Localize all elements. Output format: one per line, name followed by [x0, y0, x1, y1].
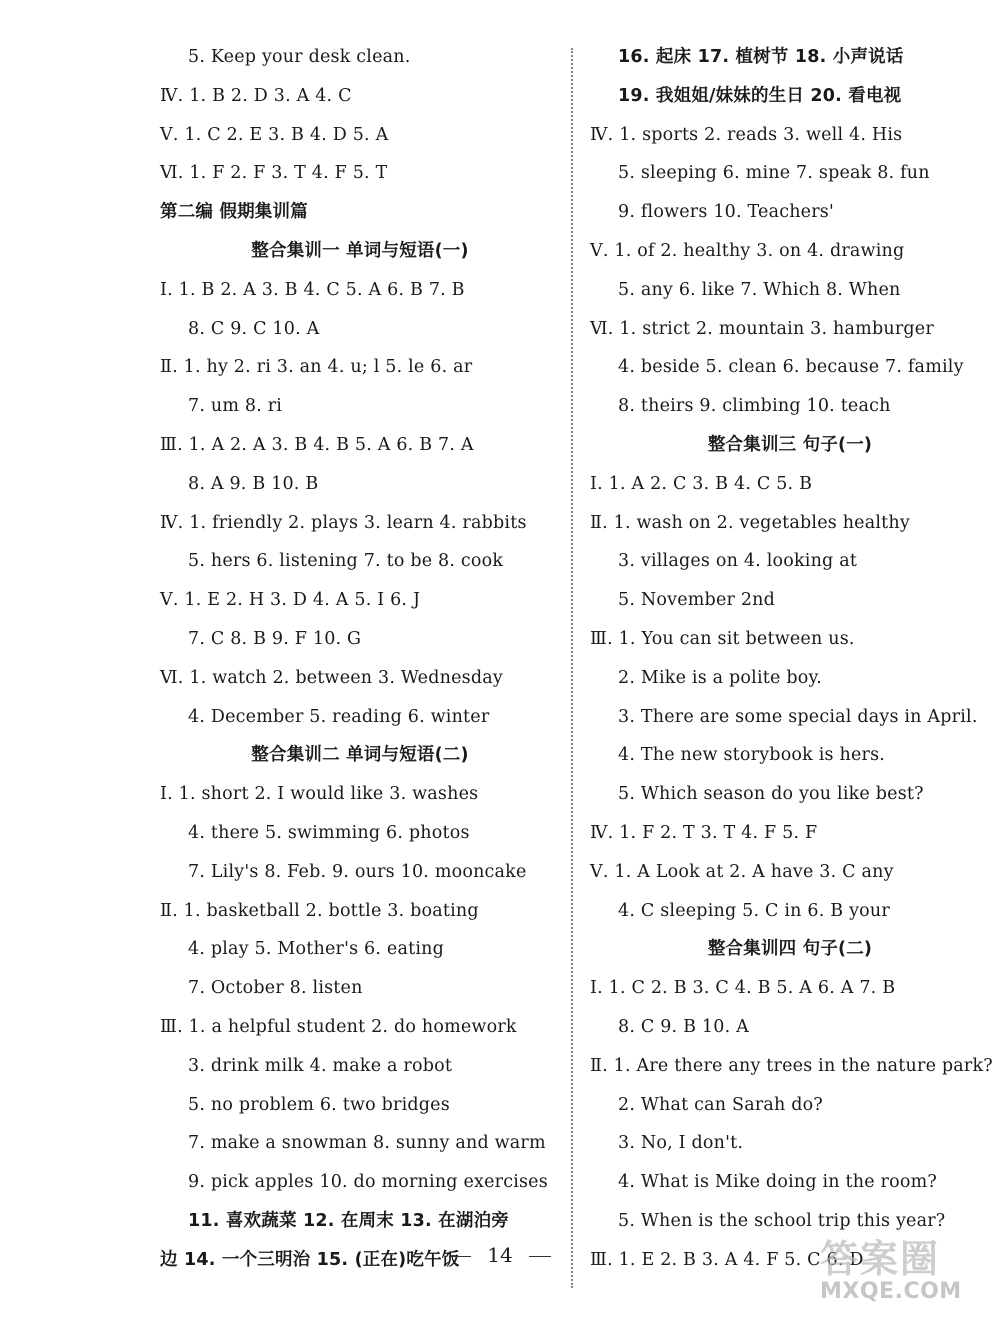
answer-line: 8. A 9. B 10. B [188, 473, 319, 494]
answer-line: Ⅲ. 1. You can sit between us. [590, 628, 855, 649]
answer-line: 19. 我姐姐/妹妹的生日 20. 看电视 [618, 85, 902, 106]
watermark [820, 1228, 990, 1318]
answer-line: Ⅵ. 1. watch 2. between 3. Wednesday [160, 667, 503, 688]
answer-line: 5. no problem 6. two bridges [188, 1094, 450, 1115]
section-heading: 整合集训四 句子(二) [707, 939, 873, 960]
answer-line: 5. Keep your desk clean. [188, 47, 411, 67]
watermark-url: MXQE.COM [820, 1279, 962, 1304]
answer-line: Ⅲ. 1. A 2. A 3. B 4. B 5. A 6. B 7. A [160, 434, 474, 455]
answer-line: 3. No, I don't. [618, 1133, 744, 1154]
answer-line: 8. C 9. B 10. A [618, 1016, 749, 1037]
right-column [590, 38, 993, 1280]
answer-line: 8. theirs 9. climbing 10. teach [618, 396, 891, 417]
watermark-text: 答案圈 [820, 1237, 941, 1281]
answer-line: 9. flowers 10. Teachers' [618, 202, 834, 223]
answer-line: Ⅴ. 1. E 2. H 3. D 4. A 5. I 6. J [160, 590, 421, 611]
answer-line: Ⅱ. 1. Are there any trees in the nature park? [590, 1055, 993, 1076]
answer-line: 4. C sleeping 5. C in 6. B your [618, 900, 890, 921]
answer-line: 7. October 8. listen [188, 978, 363, 999]
answer-line: 5. Which season do you like best? [618, 784, 924, 805]
answer-line: 7. C 8. B 9. F 10. G [188, 628, 362, 649]
answer-line: 5. any 6. like 7. Which 8. When [618, 279, 901, 300]
answer-line: 3. There are some special days in April. [618, 706, 978, 727]
answer-line: Ⅲ. 1. E 2. B 3. A 4. F 5. C 6. D [590, 1249, 864, 1270]
answer-line: Ⅲ. 1. a helpful student 2. do homework [160, 1016, 517, 1037]
answer-line: Ⅵ. 1. F 2. F 3. T 4. F 5. T [160, 163, 388, 184]
answer-line: Ⅴ. 1. C 2. E 3. B 4. D 5. A [160, 124, 389, 145]
footer-dash-right [529, 1256, 551, 1257]
answer-line: 3. drink milk 4. make a robot [188, 1055, 453, 1076]
answer-line: Ⅴ. 1. A Look at 2. A have 3. C any [590, 861, 894, 882]
answer-line: 7. make a snowman 8. sunny and warm [188, 1133, 546, 1154]
answer-line: Ⅱ. 1. wash on 2. vegetables healthy [590, 512, 910, 533]
section-heading: 整合集训一 单词与短语(一) [251, 240, 469, 261]
answer-line: Ⅳ. 1. sports 2. reads 3. well 4. His [590, 124, 903, 145]
answer-line: Ⅳ. 1. friendly 2. plays 3. learn 4. rabbits [160, 512, 527, 533]
answer-line: Ⅴ. 1. of 2. healthy 3. on 4. drawing [590, 240, 905, 261]
answer-line: 5. sleeping 6. mine 7. speak 8. fun [618, 163, 930, 184]
answer-line: Ⅱ. 1. hy 2. ri 3. an 4. u; l 5. le 6. ar [160, 357, 473, 378]
answer-line: 2. Mike is a polite boy. [618, 667, 822, 688]
footer-dash-left [449, 1256, 471, 1257]
column-divider [571, 48, 573, 1288]
section-heading: 整合集训三 句子(一) [707, 434, 873, 455]
left-column [160, 38, 560, 1280]
answer-line: Ⅵ. 1. strict 2. mountain 3. hamburger [590, 318, 934, 339]
answer-line: 4. there 5. swimming 6. photos [188, 822, 470, 843]
page-number: 14 [487, 1243, 513, 1267]
answer-line: 7. Lily's 8. Feb. 9. ours 10. mooncake [188, 861, 527, 882]
answer-line: 7. um 8. ri [188, 396, 283, 417]
answer-line: 3. villages on 4. looking at [618, 551, 858, 572]
answer-line: Ⅳ. 1. F 2. T 3. T 4. F 5. F [590, 822, 818, 843]
answer-line: 边 14. 一个三明治 15. (正在)吃午饭 [160, 1249, 460, 1270]
answer-line: 2. What can Sarah do? [618, 1094, 823, 1115]
answer-line: Ⅰ. 1. A 2. C 3. B 4. C 5. B [590, 473, 813, 494]
answer-line: 11. 喜欢蔬菜 12. 在周末 13. 在湖泊旁 [188, 1210, 509, 1231]
answer-line: 8. C 9. C 10. A [188, 318, 320, 339]
answer-line: Ⅱ. 1. basketball 2. bottle 3. boating [160, 900, 479, 921]
answer-line: 9. pick apples 10. do morning exercises [188, 1172, 548, 1193]
section-heading: 整合集训二 单词与短语(二) [251, 745, 469, 766]
answer-line: Ⅰ. 1. C 2. B 3. C 4. B 5. A 6. A 7. B [590, 978, 896, 999]
answer-line: 5. When is the school trip this year? [618, 1210, 946, 1231]
answer-line: 16. 起床 17. 植树节 18. 小声说话 [618, 47, 904, 67]
answer-line: Ⅰ. 1. B 2. A 3. B 4. C 5. A 6. B 7. B [160, 279, 465, 300]
answer-line: 5. hers 6. listening 7. to be 8. cook [188, 551, 504, 572]
part-title: 第二编 假期集训篇 [160, 202, 308, 223]
answer-line: 4. play 5. Mother's 6. eating [188, 939, 444, 960]
answer-line: 4. What is Mike doing in the room? [618, 1172, 937, 1193]
answer-line: 5. November 2nd [618, 590, 776, 611]
answer-line: Ⅳ. 1. B 2. D 3. A 4. C [160, 85, 352, 106]
answer-line: 4. The new storybook is hers. [618, 745, 886, 766]
answer-line: 4. beside 5. clean 6. because 7. family [618, 357, 964, 378]
answer-line: Ⅰ. 1. short 2. I would like 3. washes [160, 784, 479, 805]
answer-line: 4. December 5. reading 6. winter [188, 706, 490, 727]
